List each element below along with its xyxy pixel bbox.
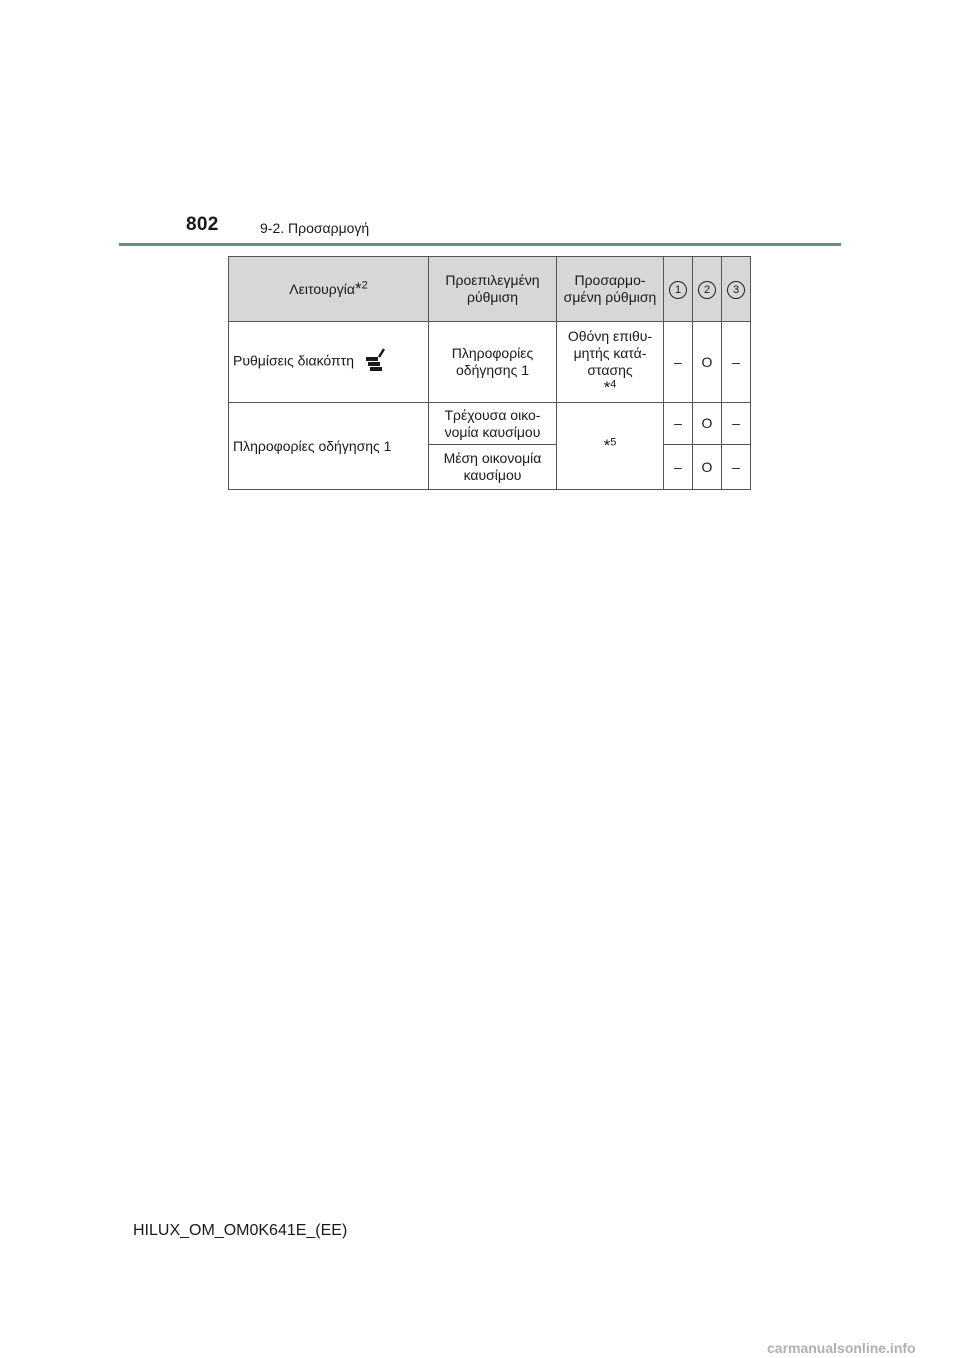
row3-default-label: Μέση οικονομία καυσίμου	[443, 450, 542, 483]
row1-default	[429, 322, 557, 403]
group-function	[229, 403, 429, 490]
footnote-asterisk: *	[603, 436, 611, 455]
page-number: 802	[186, 214, 219, 235]
row2-default-label: Τρέχουσα οικο-νομία καυσίμου	[444, 406, 541, 440]
table-row	[229, 322, 751, 403]
method-1-circle: 1	[669, 281, 687, 299]
row1-m1: –	[664, 322, 693, 403]
row2-m1: –	[664, 403, 693, 445]
row3-m2: O	[693, 445, 722, 490]
row3-default	[429, 445, 557, 490]
row1-function-label: Ρυθμίσεις διακόπτη	[233, 352, 354, 369]
row3-m1: –	[664, 445, 693, 490]
header-default	[429, 257, 557, 322]
group-custom	[557, 403, 664, 490]
header-method-1	[664, 257, 693, 322]
header-method-2	[693, 257, 722, 322]
row1-custom-ref: 4	[610, 377, 617, 390]
row1-m3: –	[722, 322, 751, 403]
header-custom-label: Προσαρμο-σμένη ρύθμιση	[563, 272, 657, 305]
document-code: HILUX_OM_OM0K641E_(EE)	[133, 1222, 348, 1239]
header-divider	[119, 243, 841, 246]
footnote-asterisk: *	[603, 377, 611, 397]
method-3-circle: 3	[727, 281, 745, 299]
section-title: 9-2. Προσαρμογή	[260, 220, 370, 236]
row1-function	[229, 322, 429, 403]
header-custom	[557, 257, 664, 322]
header-function-ref: 2	[361, 279, 368, 292]
row1-default-label: Πληροφορίες οδήγησης 1	[451, 345, 534, 378]
table-row	[229, 403, 751, 445]
customization-table	[228, 256, 751, 490]
method-2-circle: 2	[698, 281, 716, 299]
header-method-3	[722, 257, 751, 322]
watermark: carmanualsonline.info	[767, 1340, 916, 1356]
table-header-row	[229, 257, 751, 322]
row1-custom	[557, 322, 664, 403]
header-function	[229, 257, 429, 322]
row1-m2: O	[693, 322, 722, 403]
row2-default	[429, 403, 557, 445]
group-function-label: Πληροφορίες οδήγησης 1	[233, 437, 392, 454]
header-function-label: Λειτουργία	[289, 281, 355, 297]
footnote-asterisk: *	[354, 279, 362, 298]
header-default-label: Προεπιλεγμένη ρύθμιση	[445, 272, 540, 305]
row2-m3: –	[722, 403, 751, 445]
meter-switch-icon	[364, 348, 386, 376]
row2-m2: O	[693, 403, 722, 445]
row1-custom-label: Οθόνη επιθυ-μητής κατά-στασης	[567, 327, 653, 378]
group-custom-ref: 5	[610, 436, 617, 449]
row3-m3: –	[722, 445, 751, 490]
